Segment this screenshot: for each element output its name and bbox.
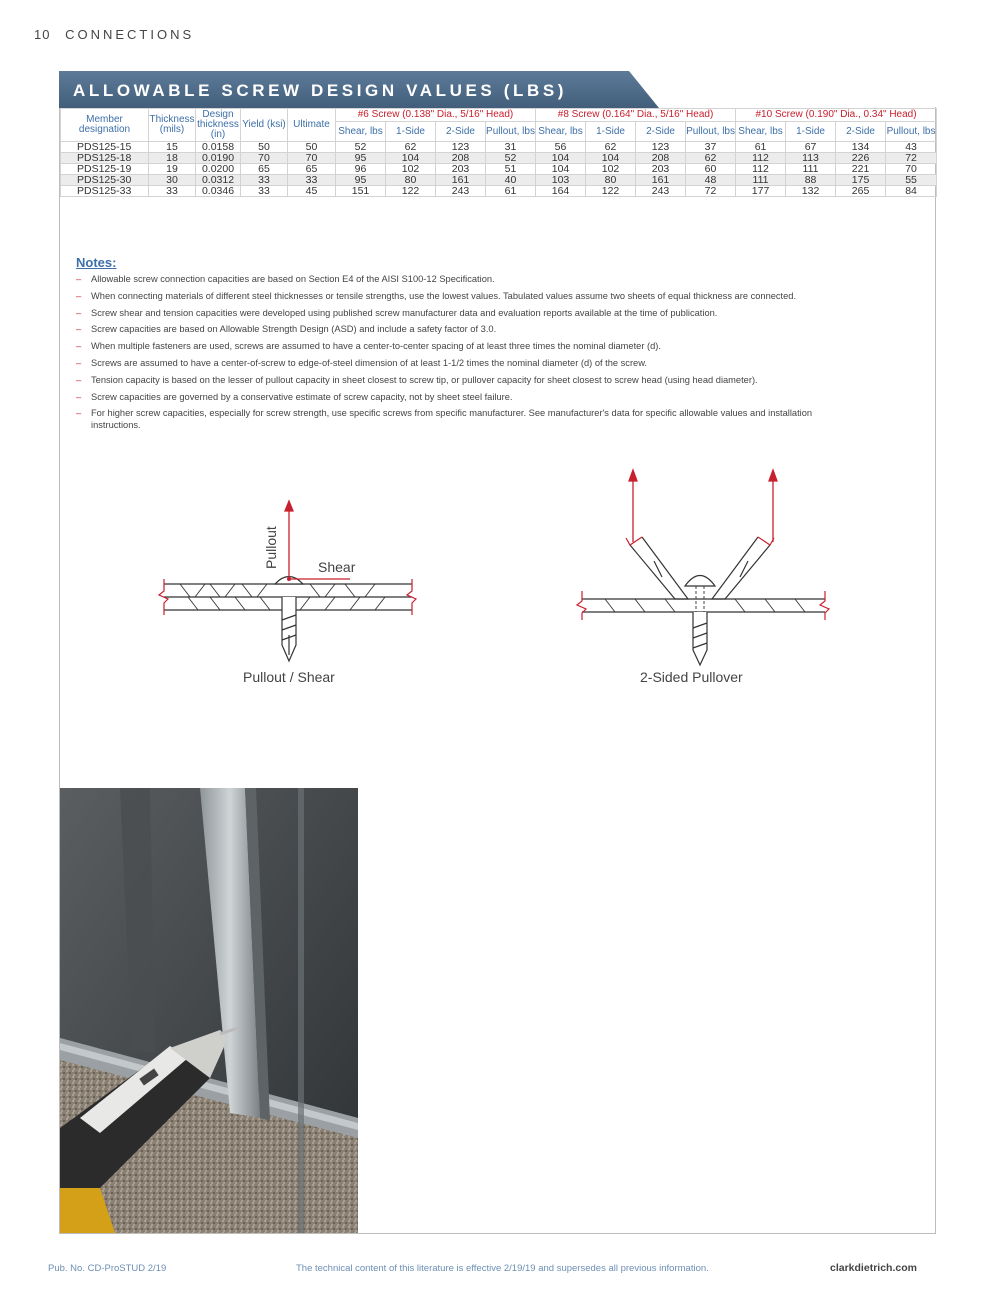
value-cell: 104 [386, 153, 436, 164]
value-cell: 243 [636, 186, 686, 197]
value-cell: 30 [149, 175, 196, 186]
value-cell: 80 [386, 175, 436, 186]
sub-pullout: Pullout, lbs [486, 122, 536, 142]
value-cell: 175 [836, 175, 886, 186]
note-item: – Allowable screw connection capacities are based on Section E4 of the AISI S100-12 Specification. [76, 273, 836, 285]
note-item: – Tension capacity is based on the lesser of pullout capacity in sheet closest to screw tip, or pullover capacity for sheet closest to screw head (using head diameter). [76, 374, 836, 386]
value-cell: 203 [636, 164, 686, 175]
value-cell: 60 [686, 164, 736, 175]
value-cell: 65 [288, 164, 336, 175]
value-cell: 61 [736, 142, 786, 153]
note-item: – Screw shear and tension capacities were developed using published screw manufacturer data and evaluation reports available at the time of publication. [76, 307, 836, 319]
value-cell: 51 [486, 164, 536, 175]
col-ultimate: Ultimate [288, 109, 336, 142]
value-cell: 33 [241, 186, 288, 197]
value-cell: 203 [436, 164, 486, 175]
value-cell: 55 [886, 175, 937, 186]
value-cell: 123 [636, 142, 686, 153]
value-cell: 151 [336, 186, 386, 197]
note-item: – Screw capacities are governed by a conservative estimate of screw capacity, not by sheet steel failure. [76, 391, 836, 403]
value-cell: 102 [386, 164, 436, 175]
sub-1-side: 1-Side [386, 122, 436, 142]
value-cell: 18 [149, 153, 196, 164]
value-cell: 72 [686, 186, 736, 197]
member-cell: PDS125-19 [61, 164, 149, 175]
value-cell: 50 [288, 142, 336, 153]
member-cell: PDS125-18 [61, 153, 149, 164]
table-body [61, 142, 937, 197]
sub-2-side: 2-Side [836, 122, 886, 142]
note-item: – When connecting materials of different steel thicknesses or tensile strengths, use the lowest values. Tabulated values assume two sheets of equal thickness are connected. [76, 290, 836, 302]
value-cell: 96 [336, 164, 386, 175]
value-cell: 112 [736, 164, 786, 175]
sub-pullout: Pullout, lbs [686, 122, 736, 142]
page-header [34, 27, 194, 42]
value-cell: 122 [386, 186, 436, 197]
table-row [61, 175, 937, 186]
sub-2-side: 2-Side [436, 122, 486, 142]
pullover-caption: 2-Sided Pullover [640, 669, 743, 685]
value-cell: 0.0346 [196, 186, 241, 197]
value-cell: 103 [536, 175, 586, 186]
col-design-thickness: Design thickness (in) [197, 109, 239, 140]
sub-1-side: 1-Side [586, 122, 636, 142]
value-cell: 113 [786, 153, 836, 164]
value-cell: 52 [336, 142, 386, 153]
value-cell: 177 [736, 186, 786, 197]
value-cell: 62 [586, 142, 636, 153]
table-row [61, 153, 937, 164]
value-cell: 226 [836, 153, 886, 164]
notes-title: Notes: [76, 255, 117, 270]
pullout-label: Pullout [263, 526, 279, 569]
value-cell: 67 [786, 142, 836, 153]
value-cell: 161 [636, 175, 686, 186]
group-10-screw: #10 Screw (0.190" Dia., 0.34" Head) [736, 109, 937, 122]
value-cell: 112 [736, 153, 786, 164]
value-cell: 104 [536, 153, 586, 164]
sub-pullout: Pullout, lbs [886, 122, 937, 142]
value-cell: 62 [386, 142, 436, 153]
value-cell: 70 [288, 153, 336, 164]
value-cell: 48 [686, 175, 736, 186]
value-cell: 37 [686, 142, 736, 153]
page-number: 10 [34, 27, 51, 42]
value-cell: 33 [288, 175, 336, 186]
value-cell: 52 [486, 153, 536, 164]
note-item: – For higher screw capacities, especially for screw strength, use specific screws from specific manufacturer. See manufacturer's data for specific allowable values and installation instructions. [76, 407, 836, 431]
value-cell: 65 [241, 164, 288, 175]
note-item: – Screw capacities are based on Allowable Strength Design (ASD) and include a safety factor of 3.0. [76, 323, 836, 335]
value-cell: 122 [586, 186, 636, 197]
value-cell: 15 [149, 142, 196, 153]
installation-photo-art [60, 788, 358, 1233]
sub-shear: Shear, lbs [736, 122, 786, 142]
value-cell: 102 [586, 164, 636, 175]
value-cell: 104 [586, 153, 636, 164]
pullout-shear-caption: Pullout / Shear [243, 669, 335, 685]
member-cell: PDS125-30 [61, 175, 149, 186]
value-cell: 111 [786, 164, 836, 175]
col-member: Member designation [61, 109, 149, 142]
installation-photo [60, 788, 358, 1233]
value-cell: 208 [436, 153, 486, 164]
value-cell: 95 [336, 175, 386, 186]
value-cell: 164 [536, 186, 586, 197]
table-row [61, 186, 937, 197]
value-cell: 132 [786, 186, 836, 197]
value-cell: 62 [686, 153, 736, 164]
pullout-shear-diagram [150, 495, 425, 670]
value-cell: 88 [786, 175, 836, 186]
value-cell: 31 [486, 142, 536, 153]
value-cell: 221 [836, 164, 886, 175]
value-cell: 0.0190 [196, 153, 241, 164]
section-title: CONNECTIONS [65, 27, 195, 42]
notes-list [76, 273, 836, 436]
value-cell: 243 [436, 186, 486, 197]
value-cell: 40 [486, 175, 536, 186]
member-cell: PDS125-33 [61, 186, 149, 197]
value-cell: 70 [241, 153, 288, 164]
table-row [61, 142, 937, 153]
value-cell: 0.0158 [196, 142, 241, 153]
sub-shear: Shear, lbs [336, 122, 386, 142]
table-banner [59, 71, 659, 108]
table-title: ALLOWABLE SCREW DESIGN VALUES (LBS) [73, 81, 568, 100]
col-yield: Yield (ksi) [241, 109, 288, 142]
note-item: – Screws are assumed to have a center-of-screw to edge-of-steel dimension of at least 1-1/2 times the nominal diameter (d) of the screw. [76, 357, 836, 369]
screw-values-table [60, 108, 937, 197]
two-sided-pullover-diagram [570, 465, 840, 670]
value-cell: 45 [288, 186, 336, 197]
footer-notice: The technical content of this literature is effective 2/19/19 and supersedes all previous information. [296, 1263, 709, 1274]
value-cell: 80 [586, 175, 636, 186]
value-cell: 134 [836, 142, 886, 153]
member-cell: PDS125-15 [61, 142, 149, 153]
footer-website[interactable]: clarkdietrich.com [830, 1262, 917, 1274]
value-cell: 0.0312 [196, 175, 241, 186]
col-thickness: Thickness (mils) [149, 109, 196, 142]
value-cell: 50 [241, 142, 288, 153]
value-cell: 70 [886, 164, 937, 175]
note-item: – When multiple fasteners are used, screws are assumed to have a center-to-center spacing of at least three times the nominal diameter (d). [76, 340, 836, 352]
value-cell: 72 [886, 153, 937, 164]
sub-shear: Shear, lbs [536, 122, 586, 142]
table-row [61, 164, 937, 175]
shear-label: Shear [318, 559, 356, 575]
value-cell: 208 [636, 153, 686, 164]
value-cell: 0.0200 [196, 164, 241, 175]
value-cell: 111 [736, 175, 786, 186]
value-cell: 84 [886, 186, 937, 197]
value-cell: 265 [836, 186, 886, 197]
group-6-screw: #6 Screw (0.138" Dia., 5/16" Head) [336, 109, 536, 122]
value-cell: 95 [336, 153, 386, 164]
value-cell: 104 [536, 164, 586, 175]
value-cell: 43 [886, 142, 937, 153]
group-8-screw: #8 Screw (0.164" Dia., 5/16" Head) [536, 109, 736, 122]
footer-pub: Pub. No. CD-ProSTUD 2/19 [48, 1263, 167, 1274]
value-cell: 61 [486, 186, 536, 197]
value-cell: 33 [241, 175, 288, 186]
value-cell: 19 [149, 164, 196, 175]
value-cell: 161 [436, 175, 486, 186]
value-cell: 123 [436, 142, 486, 153]
value-cell: 33 [149, 186, 196, 197]
value-cell: 56 [536, 142, 586, 153]
sub-1-side: 1-Side [786, 122, 836, 142]
sub-2-side: 2-Side [636, 122, 686, 142]
